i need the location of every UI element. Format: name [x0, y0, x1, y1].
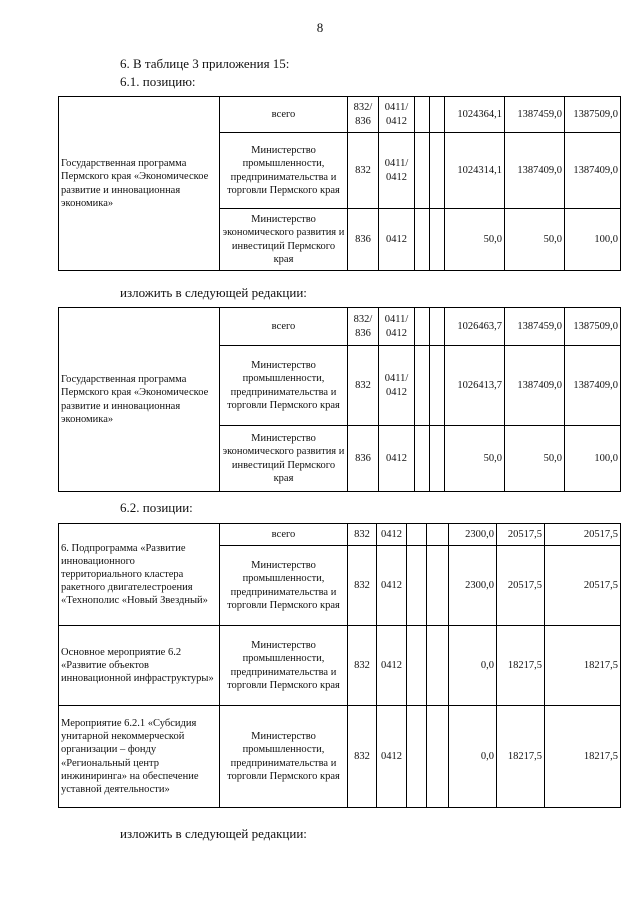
- value-year3-cell: 20517,5: [545, 524, 621, 546]
- value-year1-cell: 1024314,1: [445, 133, 505, 209]
- section-heading: 6. В таблице 3 приложения 15:: [120, 56, 290, 71]
- value-year1-cell: 1026463,7: [445, 308, 505, 346]
- program-name-cell: Государственная программа Пермского края «Экономическое развитие и инновационная экономика»: [59, 97, 220, 271]
- grbs-cell: 836: [348, 209, 379, 271]
- table-row: [59, 308, 621, 346]
- expense-type-cell: [430, 308, 445, 346]
- grbs-cell: 832: [348, 626, 377, 706]
- expense-type-cell: [430, 209, 445, 271]
- grbs-cell: 832/ 836: [348, 97, 379, 133]
- executor-cell: Министерство промышленности, предпринимательства и торговли Пермского края: [220, 626, 348, 706]
- replace-instruction-2: изложить в следующей редакции:: [120, 826, 307, 841]
- table-positions: [58, 523, 621, 808]
- target-article-cell: [415, 426, 430, 492]
- value-year1-cell: 50,0: [445, 209, 505, 271]
- value-year2-cell: 20517,5: [497, 524, 545, 546]
- expense-type-cell: [427, 706, 449, 808]
- expense-type-cell: [430, 133, 445, 209]
- grbs-cell: 832/ 836: [348, 308, 379, 346]
- value-year3-cell: 100,0: [565, 209, 621, 271]
- table-row: [59, 97, 621, 133]
- target-article-cell: [415, 346, 430, 426]
- table-row: [59, 524, 621, 546]
- value-year1-cell: 0,0: [449, 626, 497, 706]
- page-number: 8: [316, 20, 324, 35]
- executor-cell: всего: [220, 524, 348, 546]
- table-row: [59, 626, 621, 706]
- section-code-cell: 0411/ 0412: [379, 133, 415, 209]
- executor-cell: Министерство промышленности, предпринимательства и торговли Пермского края: [220, 346, 348, 426]
- value-year3-cell: 18217,5: [545, 706, 621, 808]
- grbs-cell: 832: [348, 524, 377, 546]
- value-year3-cell: 100,0: [565, 426, 621, 492]
- executor-cell: Министерство промышленности, предпринимательства и торговли Пермского края: [220, 546, 348, 626]
- value-year3-cell: 1387509,0: [565, 308, 621, 346]
- target-article-cell: [407, 524, 427, 546]
- table-old-position: [58, 96, 621, 271]
- expense-type-cell: [427, 546, 449, 626]
- table-new-position: [58, 307, 621, 492]
- grbs-cell: 832: [348, 346, 379, 426]
- value-year2-cell: 50,0: [505, 209, 565, 271]
- section-code-cell: 0412: [377, 524, 407, 546]
- value-year2-cell: 18217,5: [497, 626, 545, 706]
- target-article-cell: [407, 546, 427, 626]
- grbs-cell: 832: [348, 706, 377, 808]
- value-year2-cell: 1387459,0: [505, 308, 565, 346]
- grbs-cell: 832: [348, 133, 379, 209]
- section-code-cell: 0412: [379, 426, 415, 492]
- section-code-cell: 0411/ 0412: [379, 308, 415, 346]
- expense-type-cell: [430, 346, 445, 426]
- value-year3-cell: 1387409,0: [565, 346, 621, 426]
- target-article-cell: [415, 97, 430, 133]
- value-year1-cell: 1024364,1: [445, 97, 505, 133]
- expense-type-cell: [427, 524, 449, 546]
- section-code-cell: 0412: [377, 546, 407, 626]
- target-article-cell: [407, 626, 427, 706]
- program-name-cell: Основное мероприятие 6.2 «Развитие объектов инновационной инфраструктуры»: [59, 626, 220, 706]
- value-year3-cell: 18217,5: [545, 626, 621, 706]
- target-article-cell: [407, 706, 427, 808]
- value-year2-cell: 1387409,0: [505, 346, 565, 426]
- value-year1-cell: 2300,0: [449, 524, 497, 546]
- program-name-cell: Государственная программа Пермского края «Экономическое развитие и инновационная экономика»: [59, 308, 220, 492]
- section-code-cell: 0412: [377, 626, 407, 706]
- table-row: [59, 706, 621, 808]
- value-year3-cell: 1387509,0: [565, 97, 621, 133]
- section-code-cell: 0411/ 0412: [379, 346, 415, 426]
- executor-cell: всего: [220, 308, 348, 346]
- program-name-cell: 6. Подпрограмма «Развитие инновационного территориального кластера ракетного двигателестроения «Технополис «Новый Звездный»: [59, 524, 220, 626]
- target-article-cell: [415, 133, 430, 209]
- section-code-cell: 0411/ 0412: [379, 97, 415, 133]
- value-year2-cell: 1387409,0: [505, 133, 565, 209]
- value-year3-cell: 20517,5: [545, 546, 621, 626]
- executor-cell: Министерство экономического развития и инвестиций Пермского края: [220, 426, 348, 492]
- value-year1-cell: 2300,0: [449, 546, 497, 626]
- program-name-cell: Мероприятие 6.2.1 «Субсидия унитарной некоммерческой организации – фонду «Региональный центр инжиниринга» на обеспечение уставной деятельности»: [59, 706, 220, 808]
- replace-instruction-1: изложить в следующей редакции:: [120, 285, 307, 300]
- executor-cell: Министерство экономического развития и инвестиций Пермского края: [220, 209, 348, 271]
- expense-type-cell: [430, 426, 445, 492]
- target-article-cell: [415, 308, 430, 346]
- value-year2-cell: 20517,5: [497, 546, 545, 626]
- executor-cell: Министерство промышленности, предпринимательства и торговли Пермского края: [220, 133, 348, 209]
- target-article-cell: [415, 209, 430, 271]
- expense-type-cell: [427, 626, 449, 706]
- value-year2-cell: 1387459,0: [505, 97, 565, 133]
- executor-cell: Министерство промышленности, предпринимательства и торговли Пермского края: [220, 706, 348, 808]
- value-year2-cell: 18217,5: [497, 706, 545, 808]
- section-code-cell: 0412: [377, 706, 407, 808]
- grbs-cell: 836: [348, 426, 379, 492]
- value-year2-cell: 50,0: [505, 426, 565, 492]
- grbs-cell: 832: [348, 546, 377, 626]
- section-code-cell: 0412: [379, 209, 415, 271]
- executor-cell: всего: [220, 97, 348, 133]
- value-year1-cell: 0,0: [449, 706, 497, 808]
- expense-type-cell: [430, 97, 445, 133]
- value-year3-cell: 1387409,0: [565, 133, 621, 209]
- subsection-6-2: 6.2. позиции:: [120, 500, 193, 515]
- value-year1-cell: 50,0: [445, 426, 505, 492]
- value-year1-cell: 1026413,7: [445, 346, 505, 426]
- subsection-6-1: 6.1. позицию:: [120, 74, 196, 89]
